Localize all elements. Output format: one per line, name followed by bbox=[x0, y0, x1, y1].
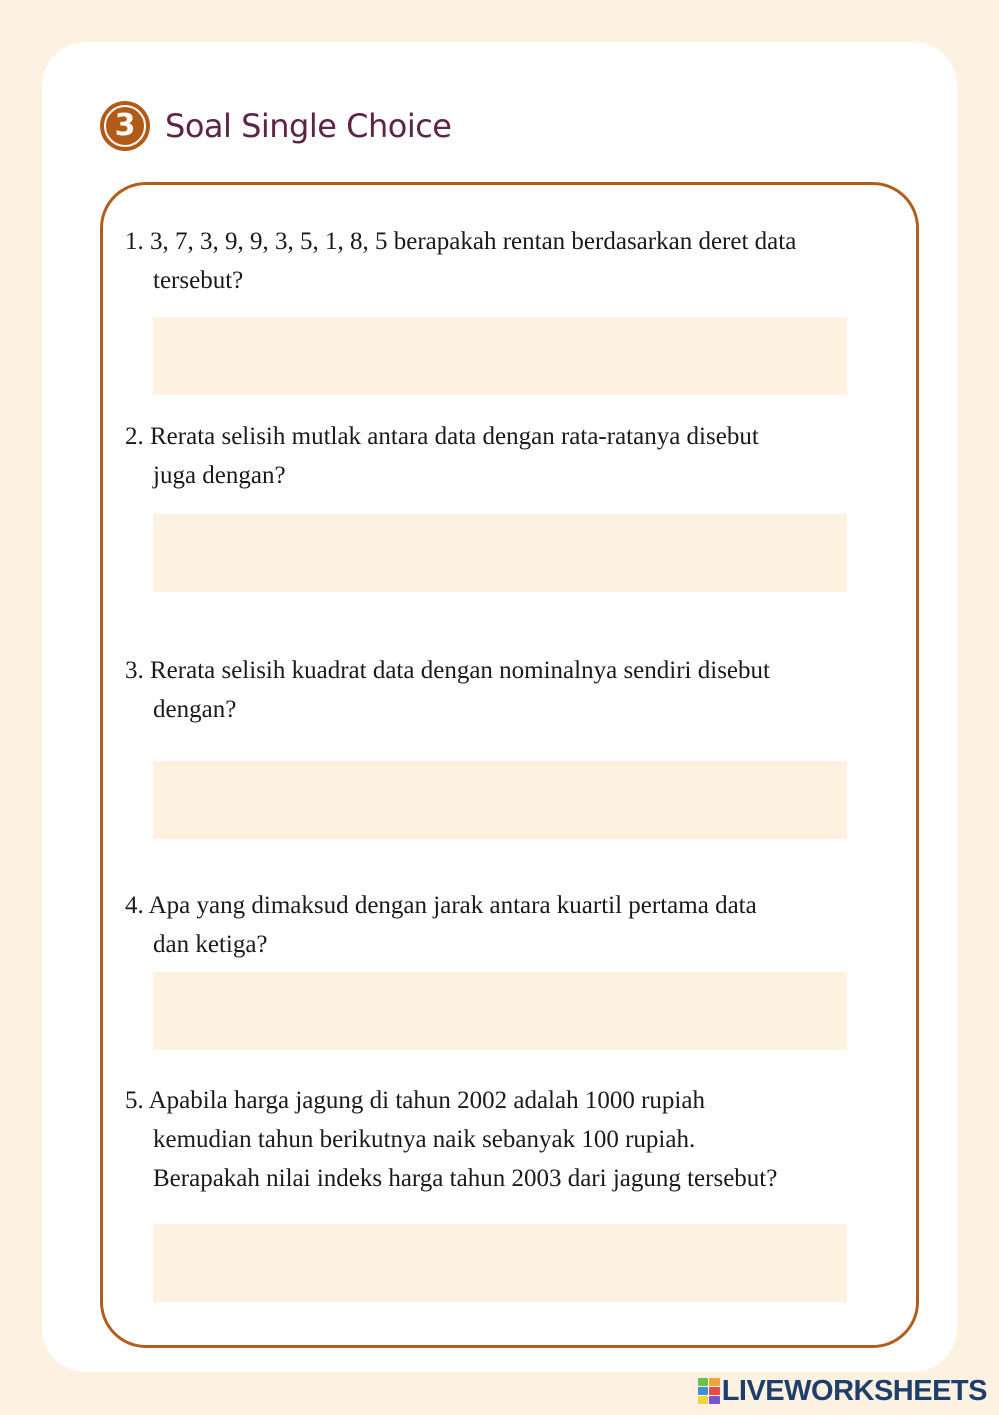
answer-input-2[interactable] bbox=[153, 514, 847, 592]
section-number: 3 bbox=[114, 108, 136, 143]
logo-square bbox=[709, 1387, 720, 1395]
logo-square bbox=[698, 1378, 709, 1386]
question-4-line-1: 4. Apa yang dimaksud dengan jarak antara kuartil pertama data bbox=[125, 892, 757, 919]
answer-input-1[interactable] bbox=[153, 317, 847, 395]
question-1 bbox=[125, 222, 915, 300]
liveworksheets-logo-icon bbox=[698, 1378, 720, 1404]
question-3 bbox=[125, 651, 915, 729]
question-1-line-1: 1. 3, 7, 3, 9, 9, 3, 5, 1, 8, 5 berapakah rentan berdasarkan deret data bbox=[125, 228, 797, 255]
logo-square bbox=[709, 1396, 720, 1404]
question-5-line-2: kemudian tahun berikutnya naik sebanyak 100 rupiah. bbox=[153, 1126, 696, 1153]
logo-square bbox=[709, 1378, 720, 1386]
brand-name: LIVEWORKSHEETS bbox=[721, 1374, 987, 1407]
question-1-line-2: tersebut? bbox=[153, 267, 244, 294]
question-5-line-3: Berapakah nilai indeks harga tahun 2003 dari jagung tersebut? bbox=[153, 1165, 778, 1192]
answer-input-4[interactable] bbox=[153, 972, 847, 1050]
question-3-line-1: 3. Rerata selisih kuadrat data dengan nominalnya sendiri disebut bbox=[125, 657, 770, 684]
section-title: Soal Single Choice bbox=[165, 107, 452, 145]
answer-input-5[interactable] bbox=[153, 1224, 847, 1302]
liveworksheets-brand[interactable] bbox=[698, 1374, 987, 1408]
section-number-badge bbox=[100, 101, 150, 151]
question-2 bbox=[125, 417, 915, 495]
question-2-line-1: 2. Rerata selisih mutlak antara data dengan rata-ratanya disebut bbox=[125, 423, 759, 450]
logo-square bbox=[698, 1396, 709, 1404]
question-4 bbox=[125, 886, 915, 964]
logo-square bbox=[698, 1387, 709, 1395]
question-5-line-1: 5. Apabila harga jagung di tahun 2002 adalah 1000 rupiah bbox=[125, 1087, 705, 1114]
section-header bbox=[100, 100, 451, 152]
question-5 bbox=[125, 1081, 915, 1198]
answer-input-3[interactable] bbox=[153, 761, 847, 839]
question-4-line-2: dan ketiga? bbox=[153, 931, 268, 958]
question-2-line-2: juga dengan? bbox=[153, 462, 286, 489]
question-3-line-2: dengan? bbox=[153, 696, 237, 723]
